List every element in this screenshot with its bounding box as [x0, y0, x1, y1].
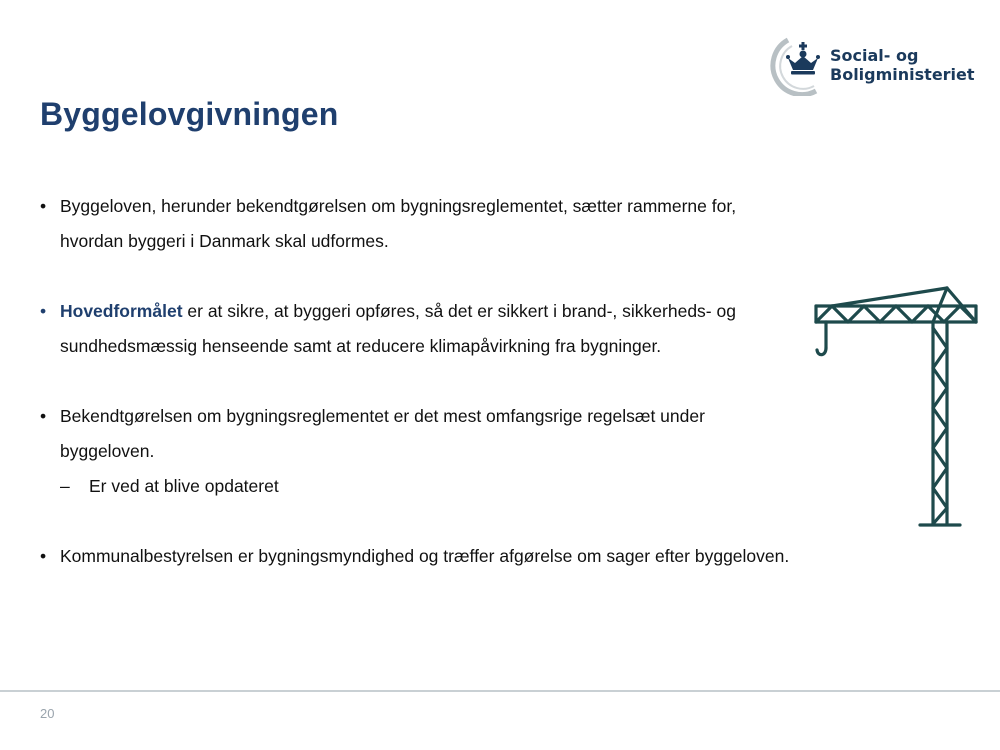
sub-bullet [40, 469, 880, 504]
page-number: 20 [40, 706, 55, 721]
bullet-2-line-1: er at sikre, at byggeri opføres, så det er sikkert i brand-, sikkerheds- og [182, 301, 736, 321]
bullet-3-line-2: byggeloven. [60, 441, 155, 461]
bullet-3-line-1: Bekendtgørelsen om bygningsreglementet er det mest omfangsrige regelsæt under [60, 406, 705, 426]
logo-line-1: Social- og [830, 46, 919, 65]
bullet-2-line-2: sundhedsmæssig henseende samt at reducere klimapåvirkning fra bygninger. [60, 336, 662, 356]
bullet-1-line-2: hvordan byggeri i Danmark skal udformes. [60, 231, 389, 251]
bullet-2 [40, 294, 880, 364]
bullet-marker: • [40, 406, 47, 426]
logo-line-2: Boligministeriet [830, 65, 975, 84]
bullet-4 [40, 539, 880, 574]
bullet-marker: • [40, 196, 47, 216]
bullet-3 [40, 399, 880, 469]
bullet-marker: • [40, 301, 47, 321]
bullet-1 [40, 189, 880, 259]
bullet-1-line-1: Byggeloven, herunder bekendtgørelsen om bygningsreglementet, sætter rammerne for, [60, 196, 737, 216]
crown-seal-icon [764, 36, 826, 96]
footer-divider [0, 690, 1000, 692]
bullet-list [40, 189, 880, 574]
sub-bullet-marker: – [60, 476, 70, 496]
highlight-term: Hovedformålet [60, 301, 183, 321]
bullet-marker: • [40, 546, 47, 566]
slide-title: Byggelovgivningen [40, 96, 339, 132]
ministry-logo [764, 36, 974, 96]
sub-bullet-text: Er ved at blive opdateret [89, 476, 279, 496]
bullet-4-line-1: Kommunalbestyrelsen er bygningsmyndighed og træffer afgørelse om sager efter byggeloven. [60, 546, 790, 566]
crane-icon [812, 284, 984, 532]
